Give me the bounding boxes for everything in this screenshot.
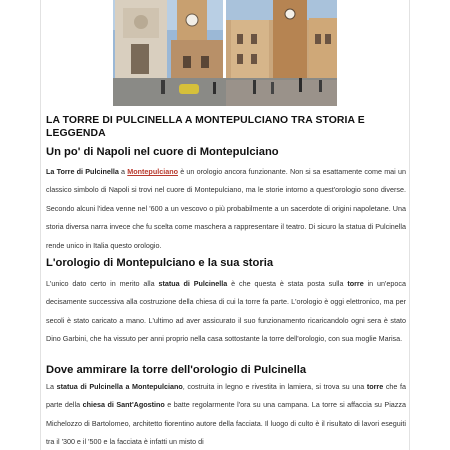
hero-image: [113, 0, 337, 106]
text-span: L'unico dato certo in merito alla: [46, 279, 159, 288]
bold-text: La Torre di Pulcinella: [46, 167, 119, 176]
article-title: LA TORRE DI PULCINELLA A MONTEPULCIANO TRA STORIA E LEGGENDA: [46, 115, 365, 139]
text-span: e batte regolarmente l'ora su una campana. La torre si affaccia su Piazza Michelozzo di Bartolomeo, architetto fiorentino autore della facciata. Il luogo di culto è il risultato di lavori eseguiti tra il '300 e il '500 e la facciata è infatti un misto di: [46, 400, 406, 447]
bold-text: torre: [347, 279, 364, 288]
text-span: che fa parte della: [46, 382, 406, 410]
text-span: La: [46, 382, 57, 391]
text-span: in un'epoca decisamente successiva alla costruzione della chiesa di cui la torre fa parte. L'orologio è oggi elettronico, ma per secoli è stato caricato a mano. L'ultimo ad aver assicurato il suo funzionamento ricaricandolo ogni sera è stato Dino Garbini, che ha vissuto per anni proprio nella casa sottostante la torre dell'orologio, con sua moglie Marisa.: [46, 279, 406, 344]
text-span: , costruita in legno e rivestita in lamiera, si trova su una: [182, 382, 367, 391]
article-page: [40, 0, 410, 450]
bold-text: torre: [366, 382, 384, 391]
paragraph-intro: [46, 163, 406, 255]
section-heading-storia: L'orologio di Montepulciano e la sua storia: [46, 257, 274, 269]
section-heading-napoli: Un po' di Napoli nel cuore di Montepulciano: [46, 146, 279, 158]
text-span: a: [118, 167, 128, 176]
section-heading-dove: Dove ammirare la torre dell'orologio di Pulcinella: [46, 364, 307, 376]
montepulciano-link[interactable]: Montepulciano: [127, 167, 178, 176]
piazza-photo: [113, 0, 337, 106]
bold-text: statua di Pulcinella a Montepulciano: [56, 382, 183, 391]
bold-text: chiesa di Sant'Agostino: [82, 400, 165, 410]
bold-text: statua di Pulcinella: [158, 279, 228, 288]
text-span: è un orologio ancora funzionante. Non si sa esattamente come mai un classico simbolo di Napoli si trovi nel cuore di Montepulciano, ma le storie intorno a quest'orologio sono diverse. Secondo alcuni l'idea venne nel '600 a un vescovo o più probabilmente a un sacerdote di origini napoletane. Una storia diversa narra invece che fu scelta come maschera a rappresentare il teatro. Di sicuro la statua di Pulcinella rende unico in Italia questo orologio.: [46, 167, 406, 250]
text-span: è che questa è stata posta sulla: [227, 279, 348, 288]
paragraph-dove: [46, 378, 406, 450]
paragraph-storia: [46, 275, 406, 349]
